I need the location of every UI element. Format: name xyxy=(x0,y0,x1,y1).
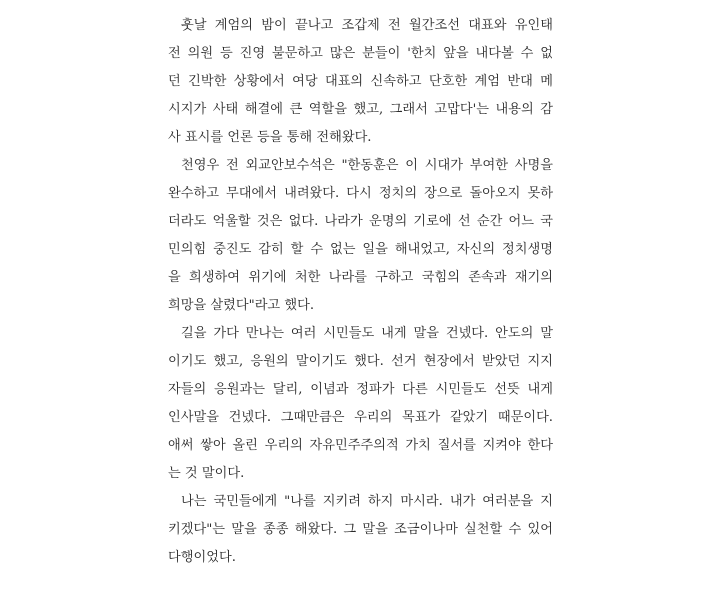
paragraph-1 xyxy=(168,12,553,152)
text-line: 나는 국민들에게 "나를 지키려 하지 마시라. 내가 여러분을 지 xyxy=(181,494,553,509)
text-line: 민의힘 중진도 감히 할 수 없는 일을 해내었고, 자신의 정치생명 xyxy=(168,242,553,257)
paragraph-3 xyxy=(168,320,553,488)
text-line: 더라도 억울할 것은 없다. 나라가 운명의 기로에 선 순간 어느 국 xyxy=(168,214,553,229)
text-line: 훗날 계엄의 밤이 끝나고 조갑제 전 월간조선 대표와 유인태 xyxy=(181,18,553,33)
text-line: 다행이었다. xyxy=(168,550,236,565)
text-line: 전 의원 등 진영 불문하고 많은 분들이 '한치 앞을 내다볼 수 없 xyxy=(168,46,553,61)
text-line: 을 희생하여 위기에 처한 나라를 구하고 국힘의 존속과 재기의 xyxy=(168,270,553,285)
book-page xyxy=(168,12,553,572)
text-line: 자들의 응원과는 달리, 이념과 정파가 다른 시민들도 선뜻 내게 xyxy=(168,382,553,397)
text-line: 시지가 사태 해결에 큰 역할을 했고, 그래서 고맙다'는 내용의 감 xyxy=(168,102,553,117)
text-line: 사 표시를 언론 등을 통해 전해왔다. xyxy=(168,130,372,145)
text-line: 천영우 전 외교안보수석은 "한동훈은 이 시대가 부여한 사명을 xyxy=(181,158,553,173)
text-line: 던 긴박한 상황에서 여당 대표의 신속하고 단호한 계엄 반대 메 xyxy=(168,74,553,89)
text-line: 키겠다"는 말을 종종 해왔다. 그 말을 조금이나마 실천할 수 있어 xyxy=(168,522,553,537)
text-line: 애써 쌓아 올린 우리의 자유민주주의적 가치 질서를 지켜야 한다 xyxy=(168,438,553,453)
text-line: 는 것 말이다. xyxy=(168,466,245,481)
text-line: 이기도 했고, 응원의 말이기도 했다. 선거 현장에서 받았던 지지 xyxy=(168,354,553,369)
text-line: 희망을 살렸다"라고 했다. xyxy=(168,298,315,313)
paragraph-4 xyxy=(168,488,553,572)
text-line: 인사말을 건넸다. 그때만큼은 우리의 목표가 같았기 때문이다. xyxy=(168,410,553,425)
text-line: 길을 가다 만나는 여러 시민들도 내게 말을 건넸다. 안도의 말 xyxy=(181,326,553,341)
paragraph-2 xyxy=(168,152,553,320)
text-line: 완수하고 무대에서 내려왔다. 다시 정치의 장으로 돌아오지 못하 xyxy=(168,186,553,201)
